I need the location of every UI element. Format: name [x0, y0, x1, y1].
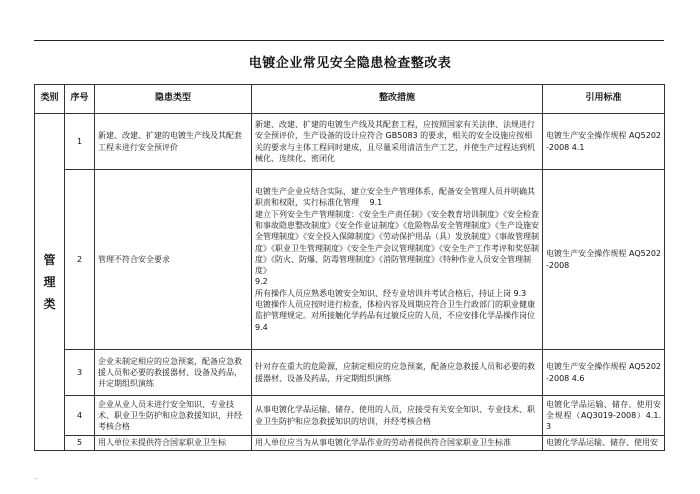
header-measures: 整改措施: [252, 85, 543, 114]
row-number: 5: [65, 436, 95, 451]
hazard-type: 企业从业人员未进行安全知识、专业技术、职业卫生防护和应急救援知识，并经考核合格: [95, 396, 252, 436]
table-row: [35, 114, 665, 170]
measures: [252, 170, 543, 350]
measure-line: 电镀生产企业应结合实际，建立安全生产管理体系，配备安全管理人员并明确其职责和权限，实行标准化管理 9.1: [255, 187, 535, 208]
table-row: [35, 170, 665, 350]
measure-line: 用人单位应当为从事电镀化学品作业的劳动者提供符合国家职业卫生标准: [255, 438, 511, 448]
header-category: 类别: [35, 85, 65, 114]
measure-line: 9.2: [255, 277, 268, 287]
table-row: [35, 436, 665, 451]
measures: [252, 114, 543, 170]
category-cell: [35, 114, 65, 451]
hazard-type: 管理不符合安全要求: [95, 170, 252, 350]
measure-line: 针对存在重大的危险源，应制定相应的应急预案，配备应急救援人员和必要的救援器材、设备及药品，并定期组织演练: [255, 362, 535, 383]
row-number: 4: [65, 396, 95, 436]
measure-line: 从事电镀化学品运输、储存、使用的人员，应接受有关安全知识、专业技术、职业卫生防护和应急救援知识的培训，并经考核合格: [255, 405, 535, 426]
table-row: [35, 396, 665, 436]
category-char: 类: [43, 297, 56, 311]
measures: [252, 396, 543, 436]
standard: 电镀生产安全操作规程 AQ5202-2008 4.6: [543, 350, 665, 396]
header-number: 序号: [65, 85, 95, 114]
footer-mark: ..: [34, 474, 38, 481]
measures: [252, 350, 543, 396]
hazard-type: 企业未制定相应的应急预案，配备应急救援人员和必要的救援器材、设备及药品，并定期组织演练: [95, 350, 252, 396]
page-title: 电镀企业常见安全隐患检查整改表: [248, 56, 452, 71]
standard: 电镀生产安全操作规程 AQ5202-2008 4.1: [543, 114, 665, 170]
category-char: 理: [43, 275, 56, 289]
hazard-table: [34, 84, 665, 451]
row-number: 2: [65, 170, 95, 350]
header-hazard-type: 隐患类型: [95, 85, 252, 114]
table-row: [35, 350, 665, 396]
top-rule: [34, 40, 664, 41]
row-number: 1: [65, 114, 95, 170]
measure-line: 所有操作人员应熟悉电镀安全知识、经专业培训并考试合格后，持证上岗 9.3: [255, 288, 527, 298]
row-number: 3: [65, 350, 95, 396]
header-row: [35, 85, 665, 114]
measure-line: 建立下列安全生产管理制度：《安全生产责任制》《安全教育培训制度》《安全检查和事故隐患整改制度》《安全作业证制度》《危险物品安全管理制度》《生产设施安全管理制度》《安全投入保障制度》《劳动保护用品（具）发放制度》《事故管理制度》《职业卫生管理制度》《安全生产会议管理制度》《安全生产工作考评和奖惩制度》《防火、防爆、防毒管理制度》《消防管理制度》《特种作业人员安全管理制度》: [255, 209, 539, 276]
category-char: 管: [43, 253, 56, 267]
measure-line: 新建、改建、扩建的电镀生产线及其配套工程，应按照国家有关法律、法规进行安全预评价，生产设备的设计应符合 GB5083 的要求，相关的安全设施应按相关的要求与主体工程同时建成，且尽量采用清洁生产工艺，并使生产过程达到机械化、连续化、密闭化: [255, 119, 535, 163]
measure-line: 电镀操作人员应按时进行检查，体检内容及周期应符合卫生行政部门的职业健康监护管理规定。对所接触化学药品有过敏反应的人员，不应安排化学品操作岗位 9.4: [255, 300, 535, 332]
hazard-type: 用人单位未提供符合国家职业卫生标: [95, 436, 252, 451]
hazard-type: 新建、改建、扩建的电镀生产线及其配套工程未进行安全预评价: [95, 114, 252, 170]
standard: 电镀化学品运输、储存、使用安: [543, 436, 665, 451]
header-standard: 引用标准: [543, 85, 665, 114]
standard: 电镀生产安全操作规程 AQ5202-2008: [543, 170, 665, 350]
standard: 电镀化学品运输、储存、使用安全规程（AQ3019-2008）4.1.3: [543, 396, 665, 436]
measures: [252, 436, 543, 451]
